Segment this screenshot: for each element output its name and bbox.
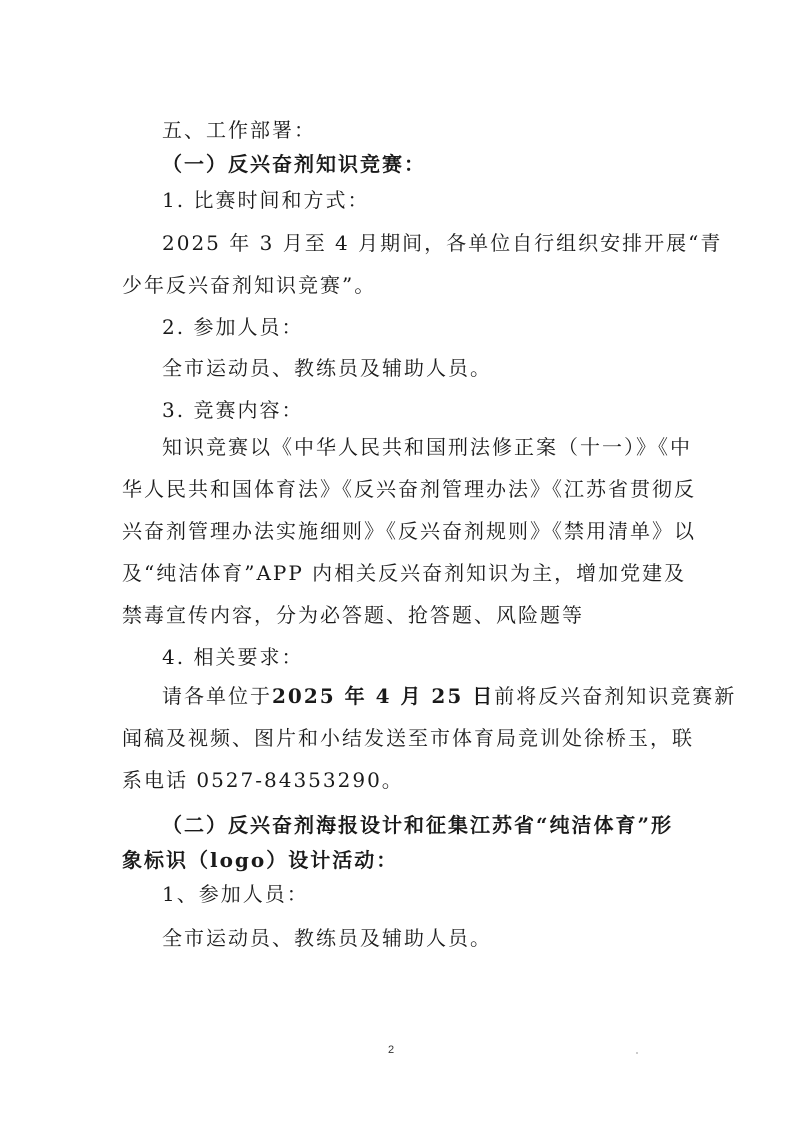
item4-line1-post: 前将反兴奋剂知识竞赛新	[494, 684, 737, 708]
part1-item3-line4: 及“纯洁体育”APP 内相关反兴奋剂知识为主，增加党建及	[122, 561, 687, 585]
part1-item3-line2: 华人民共和国体育法》《反兴奋剂管理办法》《江苏省贯彻反	[122, 477, 696, 501]
part1-item3-line5: 禁毒宣传内容，分为必答题、抢答题、风险题等	[122, 603, 584, 627]
part1-item4-line3: 系电话 0527-84353290。	[122, 768, 404, 792]
page-number: 2	[388, 1044, 395, 1056]
part1-item4-line1	[162, 682, 736, 710]
part2-heading-line1: （二）反兴奋剂海报设计和征集江苏省“纯洁体育”形	[162, 813, 674, 837]
part1-item2-title: 2. 参加人员：	[162, 315, 304, 339]
scan-speck	[636, 1052, 638, 1054]
section-heading: 五、工作部署：	[162, 118, 316, 142]
part1-item4-line2: 闻稿及视频、图片和小结发送至市体育局竞训处徐桥玉，联	[122, 726, 694, 750]
part1-item4-title: 4. 相关要求：	[162, 645, 304, 669]
part1-heading: （一）反兴奋剂知识竞赛：	[162, 152, 426, 176]
part1-item3-line1: 知识竞赛以《中华人民共和国刑法修正案（十一）》《中	[162, 435, 692, 459]
part1-item2-text: 全市运动员、教练员及辅助人员。	[162, 356, 492, 380]
deadline-date: 2025 年 4 月 25 日	[272, 684, 495, 708]
part1-item3-title: 3. 竞赛内容：	[162, 398, 304, 422]
part1-item1-title: 1. 比赛时间和方式：	[162, 188, 370, 212]
part2-item1-text: 全市运动员、教练员及辅助人员。	[162, 926, 492, 950]
part1-item1-line1: 2025 年 3 月至 4 月期间，各单位自行组织安排开展“青	[162, 231, 723, 255]
part2-heading-line2: 象标识（logo）设计活动：	[122, 848, 399, 872]
part2-item1-title: 1、参加人员：	[162, 882, 309, 906]
part1-item1-line2: 少年反兴奋剂知识竞赛”。	[122, 273, 377, 297]
item4-line1-pre: 请各单位于	[162, 684, 272, 708]
part1-item3-line3: 兴奋剂管理办法实施细则》《反兴奋剂规则》《禁用清单》以	[122, 519, 696, 543]
